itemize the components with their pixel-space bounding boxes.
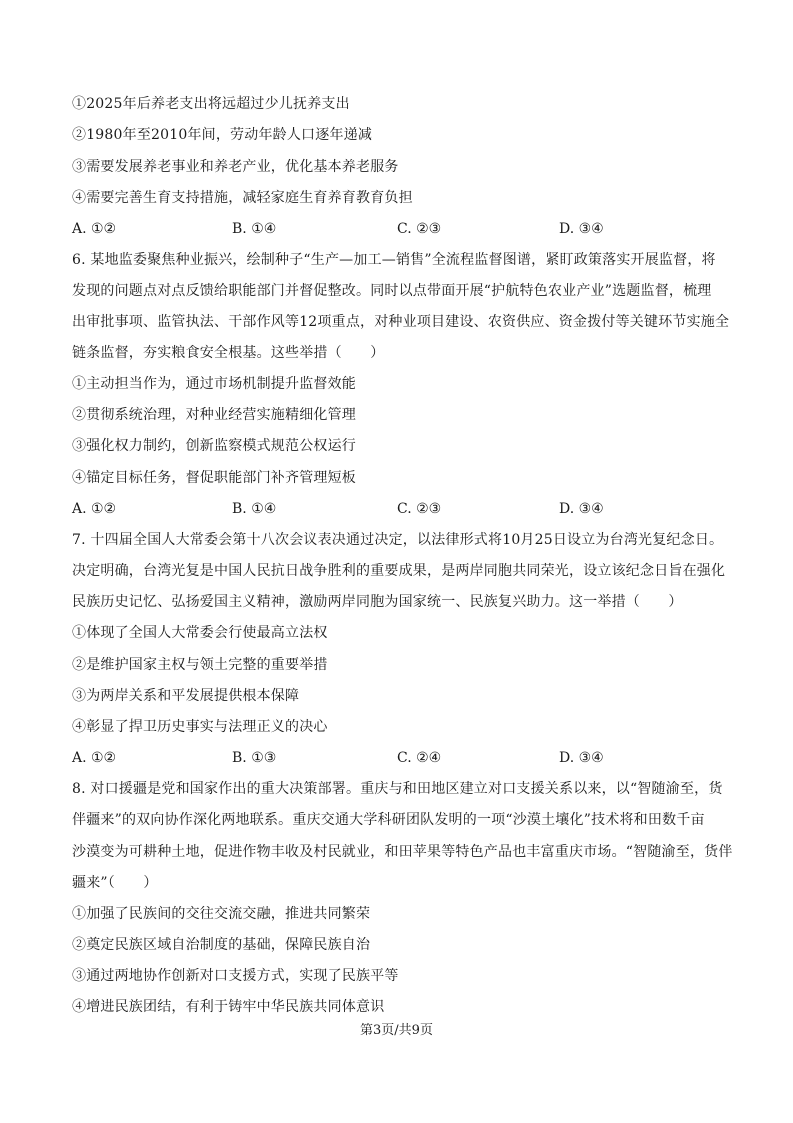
option-d: D. ③④: [559, 501, 604, 517]
q8-stem-line-3: 沙漠变为可耕种土地，促进作物丰收及村民就业，和田苹果等特色产品也丰富重庆市场。“智随渝至，货伴: [72, 844, 733, 860]
q8-statement-2: ②奠定民族区域自治制度的基础，保障民族自治: [72, 937, 371, 953]
q7-options: [72, 748, 732, 768]
q7-stem-line-2: 决定明确，台湾光复是中国人民抗日战争胜利的重要成果，是两岸同胞共同荣光，设立该纪念日旨在强化: [72, 563, 726, 579]
q7-statement-1: ①体现了全国人大常委会行使最高立法权: [72, 625, 328, 641]
option-c: C. ②③: [397, 501, 442, 517]
q8-stem-line-4: 疆来”（ ）: [72, 875, 158, 891]
q5-statement-2: ②1980年至2010年间，劳动年龄人口逐年递减: [72, 127, 373, 143]
q7-stem-line-3: 民族历史记忆、弘扬爱国主义精神，激励两岸同胞为国家统一、民族复兴助力。这一举措（ ）: [72, 594, 683, 610]
option-d: D. ③④: [559, 750, 604, 766]
option-a: A. ①②: [72, 501, 117, 517]
q6-options: [72, 499, 732, 519]
q5-statement-3: ③需要发展养老事业和养老产业，优化基本养老服务: [72, 159, 399, 175]
q7-statement-3: ③为两岸关系和平发展提供根本保障: [72, 688, 300, 704]
option-c: C. ②④: [397, 750, 442, 766]
q6-statement-3: ③强化权力制约，创新监察模式规范公权运行: [72, 438, 356, 454]
q8-statement-3: ③通过两地协作创新对口支援方式，实现了民族平等: [72, 968, 399, 984]
q7-statement-4: ④彰显了捍卫历史事实与法理正义的决心: [72, 719, 328, 735]
q6-statement-2: ②贯彻系统治理，对种业经营实施精细化管理: [72, 407, 356, 423]
q6-statement-4: ④锚定目标任务，督促职能部门补齐管理短板: [72, 470, 356, 486]
option-a: A. ①②: [72, 750, 117, 766]
q5-options: [72, 219, 732, 239]
q6-stem-line-2: 发现的问题点对点反馈给职能部门并督促整改。同时以点带面开展“护航特色农业产业”选题监督，梳理: [72, 283, 712, 299]
option-a: A. ①②: [72, 221, 117, 237]
q6-statement-1: ①主动担当作为，通过市场机制提升监督效能: [72, 376, 356, 392]
q8-stem-line-2: 伴疆来”的双向协作深化两地联系。重庆交通大学科研团队发明的一项“沙漠土壤化”技术将和田数千亩: [72, 812, 705, 828]
q8-statement-1: ①加强了民族间的交往交流交融，推进共同繁荣: [72, 906, 371, 922]
q5-statement-1: ①2025年后养老支出将远超过少儿抚养支出: [72, 96, 350, 112]
option-b: B. ①④: [232, 221, 277, 237]
q6-stem-line-4: 链条监督，夯实粮食安全根基。这些举措（ ）: [72, 345, 385, 361]
q6-stem-line-1: 6. 某地监委聚焦种业振兴，绘制种子“生产—加工—销售”全流程监督图谱，紧盯政策落实开展监督，将: [72, 252, 716, 268]
q6-stem-line-3: 出审批事项、监管执法、干部作风等12项重点，对种业项目建设、农资供应、资金拨付等关键环节实施全: [72, 314, 730, 330]
option-b: B. ①③: [232, 750, 277, 766]
q8-stem-line-1: 8. 对口援疆是党和国家作出的重大决策部署。重庆与和田地区建立对口支援关系以来，以“智随渝至，货: [72, 781, 723, 797]
q7-stem-line-1: 7. 十四届全国人大常委会第十八次会议表决通过决定，以法律形式将10月25日设立为台湾光复纪念日。: [72, 532, 724, 548]
option-c: C. ②③: [397, 221, 442, 237]
option-b: B. ①④: [232, 501, 277, 517]
option-d: D. ③④: [559, 221, 604, 237]
page-footer: 第3页/共9页: [360, 1023, 433, 1038]
q5-statement-4: ④需要完善生育支持措施，减轻家庭生育养育教育负担: [72, 190, 413, 206]
q7-statement-2: ②是维护国家主权与领土完整的重要举措: [72, 657, 328, 673]
q8-statement-4: ④增进民族团结，有利于铸牢中华民族共同体意识: [72, 999, 385, 1015]
